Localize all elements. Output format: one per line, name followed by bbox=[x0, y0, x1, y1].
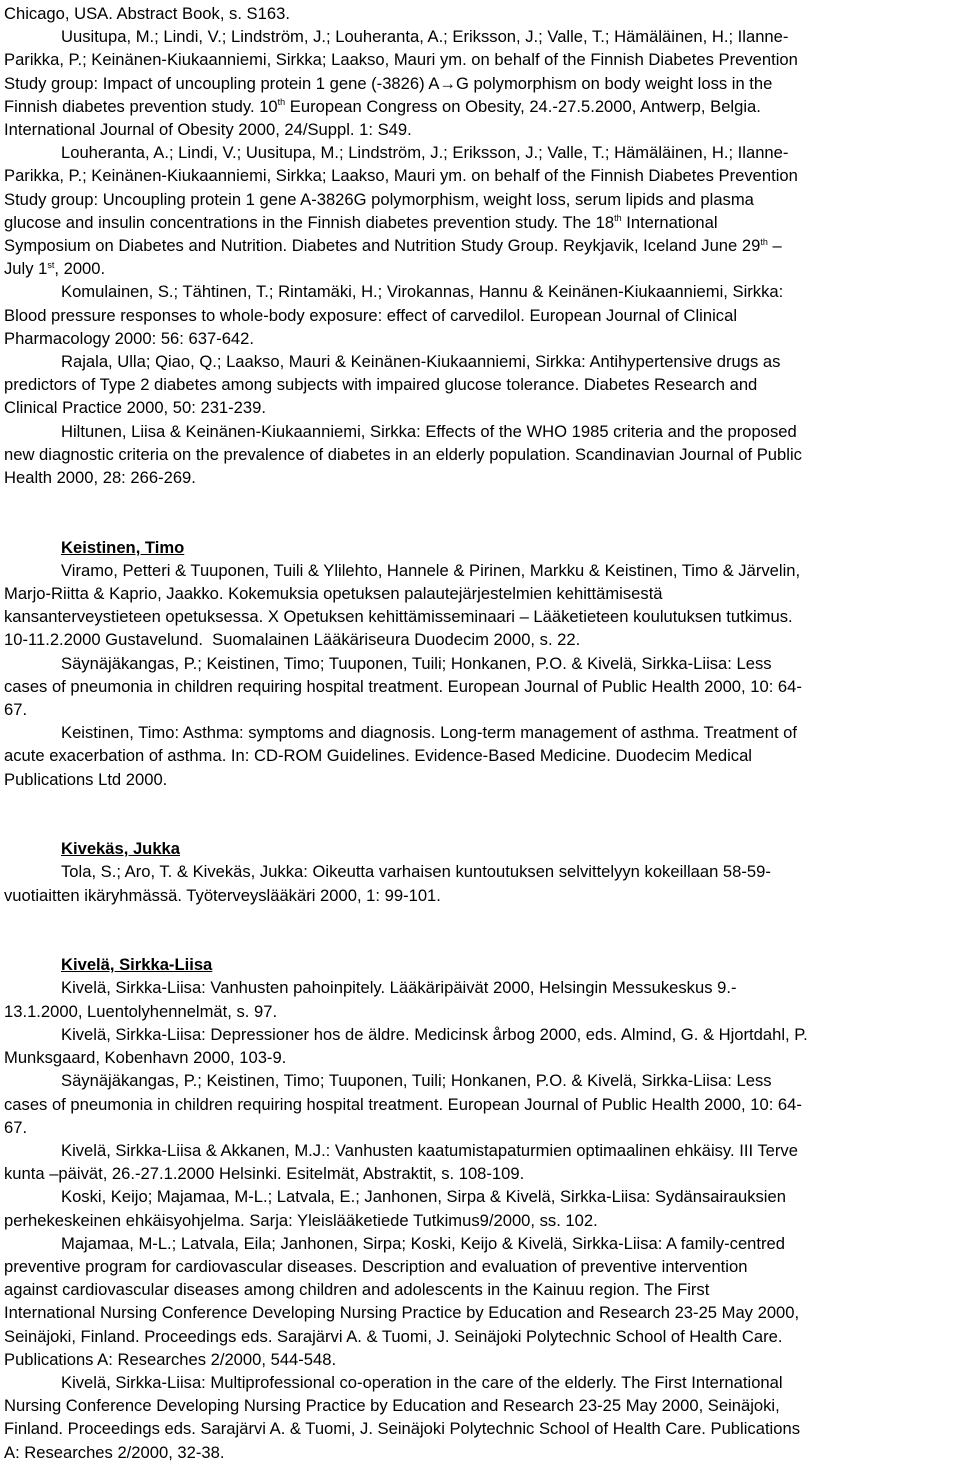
text-line: Säynäjäkangas, P.; Keistinen, Timo; Tuuponen, Tuili; Honkanen, P.O. & Kivelä, Sirkka-Liisa: Less bbox=[61, 653, 772, 673]
text-line: predictors of Type 2 diabetes among subjects with impaired glucose tolerance. Diabetes Research and bbox=[4, 375, 758, 395]
text-line: Uusitupa, M.; Lindi, V.; Lindström, J.; Louheranta, A.; Eriksson, J.; Valle, T.; Hämäläinen, H.; Ilanne- bbox=[61, 27, 789, 47]
text-line: new diagnostic criteria on the prevalence of diabetes in an elderly population. Scandinavian Journal of Public bbox=[4, 444, 802, 464]
text-line: Publications A: Researches 2/2000, 544-548. bbox=[4, 1349, 337, 1369]
text-line: Kivelä, Sirkka-Liisa: Depressioner hos de äldre. Medicinsk årbog 2000, eds. Almind, G. & Hjortdahl, P. bbox=[61, 1024, 808, 1044]
section-spacer bbox=[4, 489, 954, 535]
ordinal-suffix: th bbox=[277, 97, 286, 108]
text-line: acute exacerbation of asthma. In: CD-ROM Guidelines. Evidence-Based Medicine. Duodecim Medical bbox=[4, 746, 752, 766]
section-spacer bbox=[4, 791, 954, 837]
text-line: Marjo-Riitta & Kaprio, Jaakko. Kokemuksia opetuksen palautejärjestelmien kehittämisestä bbox=[4, 584, 663, 604]
text-line: 10-11.2.2000 Gustavelund. Suomalainen Lääkäriseura Duodecim 2000, s. 22. bbox=[4, 630, 581, 650]
text-line: vuotiaitten ikäryhmässä. Työterveyslääkäri 2000, 1: 99-101. bbox=[4, 885, 441, 905]
text-line: Koski, Keijo; Majamaa, M-L.; Latvala, E.; Janhonen, Sirpa & Kivelä, Sirkka-Liisa: Sydänsairauksien bbox=[61, 1187, 786, 1207]
text-line: Rajala, Ulla; Qiao, Q.; Laakso, Mauri & Keinänen-Kiukaanniemi, Sirkka: Antihypertensive drugs as bbox=[61, 352, 781, 372]
text-line: Chicago, USA. Abstract Book, s. S163. bbox=[4, 4, 290, 23]
text-line: Seinäjoki, Finland. Proceedings eds. Sarajärvi A. & Tuomi, J. Seinäjoki Polytechnic School of Health Care. bbox=[4, 1326, 783, 1346]
text-line: Majamaa, M-L.; Latvala, Eila; Janhonen, Sirpa; Koski, Keijo & Kivelä, Sirkka-Liisa: A family-centred bbox=[61, 1233, 785, 1253]
text-line: 13.1.2000, Luentolyhennelmät, s. 97. bbox=[4, 1001, 278, 1021]
text-line: kansanterveystieteen opetuksessa. X Opetuksen kehittämisseminaari – Lääketieteen koulutuksen tutkimus. bbox=[4, 607, 793, 627]
ordinal-suffix: th bbox=[614, 213, 622, 224]
text-line: Symposium on Diabetes and Nutrition. Diabetes and Nutrition Study Group. Reykjavik, Iceland June 29th – bbox=[4, 236, 782, 256]
text-line: Study group: Uncoupling protein 1 gene A-3826G polymorphism, weight loss, serum lipids and plasma bbox=[4, 189, 754, 209]
text-line: 67. bbox=[4, 1117, 28, 1137]
text-line: Finland. Proceedings eds. Sarajärvi A. & Tuomi, J. Seinäjoki Polytechnic School of Health Care. Publications bbox=[4, 1419, 800, 1439]
text-line: cases of pneumonia in children requiring hospital treatment. European Journal of Public Health 2000, 10: 64- bbox=[4, 1094, 802, 1114]
text-line: Pharmacology 2000: 56: 637-642. bbox=[4, 328, 255, 348]
text-line: preventive program for cardiovascular diseases. Description and evaluation of preventive intervention bbox=[4, 1256, 748, 1276]
ordinal-suffix: st bbox=[47, 259, 55, 270]
text-line: International Journal of Obesity 2000, 24/Suppl. 1: S49. bbox=[4, 120, 412, 140]
text-line: Nursing Conference Developing Nursing Practice by Education and Research 23-25 May 2000, Seinäjoki, bbox=[4, 1396, 780, 1416]
text-line: Tola, S.; Aro, T. & Kivekäs, Jukka: Oikeutta varhaisen kuntoutuksen selvittelyyn kokeillaan 58-59- bbox=[61, 862, 771, 882]
text-line: glucose and insulin concentrations in the Finnish diabetes prevention study. The 18th International bbox=[4, 212, 718, 232]
text-line: International Nursing Conference Developing Nursing Practice by Education and Research 23-25 May 2000, bbox=[4, 1303, 800, 1323]
text-line: Health 2000, 28: 266-269. bbox=[4, 468, 196, 488]
text-line: Blood pressure responses to whole-body exposure: effect of carvedilol. European Journal of Clinical bbox=[4, 305, 738, 325]
text-line: cases of pneumonia in children requiring hospital treatment. European Journal of Public Health 2000, 10: 64- bbox=[4, 676, 802, 696]
text-line: perhekeskeinen ehkäisyohjelma. Sarja: Yleislääketiede Tutkimus9/2000, ss. 102. bbox=[4, 1210, 598, 1230]
text-line: Viramo, Petteri & Tuuponen, Tuili & Ylilehto, Hannele & Pirinen, Markku & Keistinen, Timo & Järvelin, bbox=[61, 560, 801, 580]
document-page bbox=[4, 2, 954, 1464]
section-heading-kivekas: Kivekäs, Jukka bbox=[61, 839, 181, 859]
text-line: Säynäjäkangas, P.; Keistinen, Timo; Tuuponen, Tuili; Honkanen, P.O. & Kivelä, Sirkka-Liisa: Less bbox=[61, 1071, 772, 1091]
text-line: Study group: Impact of uncoupling protein 1 gene (-3826) A→G polymorphism on body weight loss in the bbox=[4, 73, 773, 93]
text-line: against cardiovascular diseases among children and adolescents in the Kainuu region. The First bbox=[4, 1280, 710, 1300]
text-line: Kivelä, Sirkka-Liisa: Multiprofessional co-operation in the care of the elderly. The First International bbox=[61, 1372, 783, 1392]
text-line: Kivelä, Sirkka-Liisa: Vanhusten pahoinpitely. Lääkäripäivät 2000, Helsingin Messukeskus 9.- bbox=[61, 978, 737, 998]
section-heading-kivela: Kivelä, Sirkka-Liisa bbox=[61, 955, 213, 975]
text-line: Munksgaard, Kobenhavn 2000, 103-9. bbox=[4, 1048, 287, 1068]
text-line: Keistinen, Timo: Asthma: symptoms and diagnosis. Long-term management of asthma. Treatment of bbox=[61, 723, 798, 743]
text-line: July 1st, 2000. bbox=[4, 259, 106, 279]
text-line: Kivelä, Sirkka-Liisa & Akkanen, M.J.: Vanhusten kaatumistapaturmien optimaalinen ehkäisy. III Terve bbox=[61, 1140, 798, 1160]
text-line: Clinical Practice 2000, 50: 231-239. bbox=[4, 398, 266, 418]
text-line: 67. bbox=[4, 700, 28, 720]
text-line: Parikka, P.; Keinänen-Kiukaanniemi, Sirkka; Laakso, Mauri ym. on behalf of the Finnish Diabetes Prevention bbox=[4, 50, 798, 70]
text-line: kunta –päivät, 26.-27.1.2000 Helsinki. Esitelmät, Abstraktit, s. 108-109. bbox=[4, 1164, 525, 1184]
ordinal-suffix: th bbox=[760, 236, 768, 247]
text-line: A: Researches 2/2000, 32-38. bbox=[4, 1442, 225, 1462]
text-line: Louheranta, A.; Lindi, V.; Uusitupa, M.; Lindström, J.; Eriksson, J.; Valle, T.; Hämäläinen, H.; Ilanne- bbox=[61, 143, 789, 163]
section-spacer bbox=[4, 907, 954, 953]
text-line: Parikka, P.; Keinänen-Kiukaanniemi, Sirkka; Laakso, Mauri ym. on behalf of the Finnish Diabetes Prevention bbox=[4, 166, 798, 186]
text-line: Komulainen, S.; Tähtinen, T.; Rintamäki, H.; Virokannas, Hannu & Keinänen-Kiukaanniemi, Sirkka: bbox=[61, 282, 784, 302]
section-heading-keistinen: Keistinen, Timo bbox=[61, 537, 185, 557]
text-line: Finnish diabetes prevention study. 10th European Congress on Obesity, 24.-27.5.2000, Antwerp, Belgia. bbox=[4, 96, 761, 116]
text-line: Hiltunen, Liisa & Keinänen-Kiukaanniemi, Sirkka: Effects of the WHO 1985 criteria and the proposed bbox=[61, 421, 797, 441]
text-line: Publications Ltd 2000. bbox=[4, 769, 168, 789]
